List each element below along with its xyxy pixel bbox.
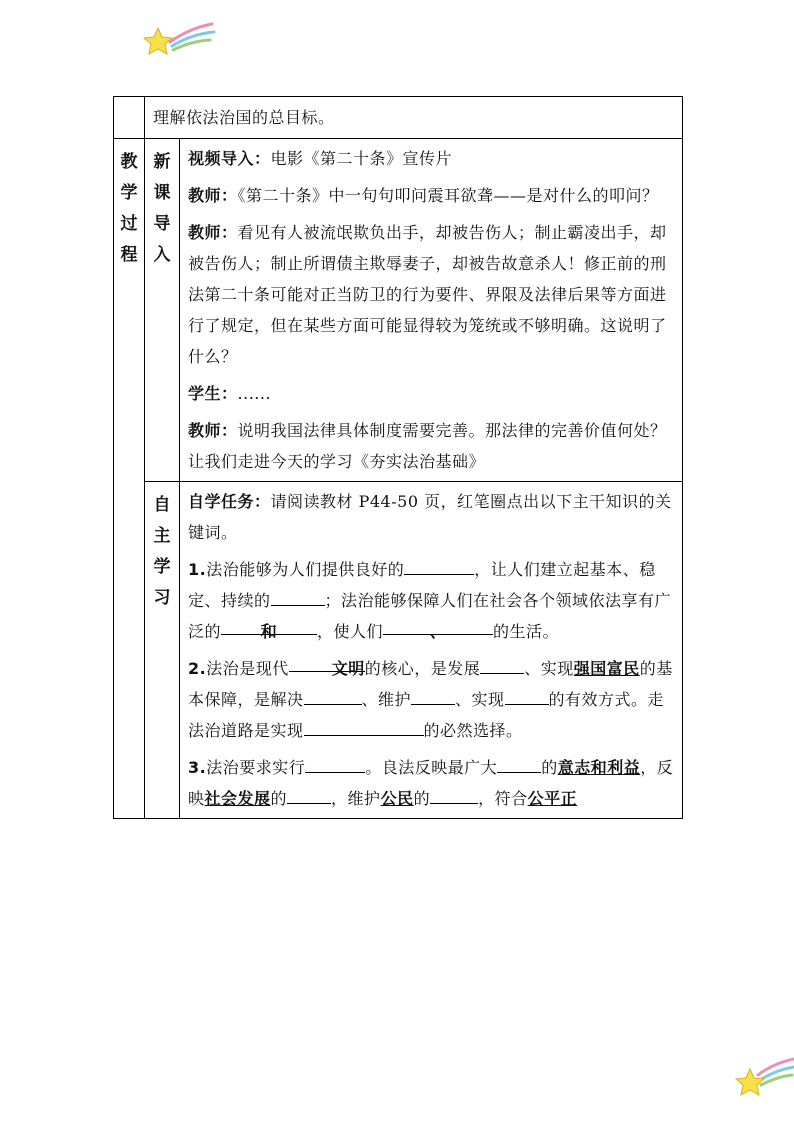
q-text: 、实现 <box>524 659 574 678</box>
question-1 <box>188 554 676 647</box>
intro-paragraph <box>188 415 676 477</box>
question-number: 3. <box>188 758 207 777</box>
q-text: ，让人们建立起基本、稳定、持续的 <box>188 560 656 610</box>
label-char: 学 <box>120 183 138 203</box>
q-text: 的 <box>270 789 288 808</box>
table-row <box>114 97 683 139</box>
lead-label: 教师： <box>188 186 238 205</box>
label-char: 主 <box>153 526 171 546</box>
intro-content <box>180 139 683 482</box>
fill-blank[interactable] <box>411 686 455 705</box>
fill-blank[interactable] <box>304 686 362 705</box>
question-number: 1. <box>188 560 207 579</box>
shooting-star-icon <box>734 1053 794 1101</box>
self-study-label <box>145 482 180 819</box>
fill-blank[interactable] <box>305 754 365 773</box>
q-text: 的有效方式。走法治道路是实现 <box>188 690 665 740</box>
table-row <box>114 139 683 482</box>
lead-label: 自学任务： <box>188 492 271 511</box>
q-text: ，使人们 <box>317 622 384 641</box>
goal-cell <box>145 97 683 139</box>
q-text: 的基本保障，是解决 <box>188 659 673 709</box>
lead-label: 视频导入： <box>188 149 271 168</box>
keyword-underline: 公民 <box>380 789 414 808</box>
intro-label <box>145 139 180 482</box>
fill-blank[interactable] <box>221 616 317 641</box>
fill-blank[interactable] <box>404 556 474 575</box>
label-char: 入 <box>153 245 171 265</box>
q-text: 的生活。 <box>493 622 560 641</box>
fill-blank[interactable] <box>304 717 424 736</box>
fill-blank[interactable] <box>271 587 325 606</box>
q-text: ，符合 <box>478 789 528 808</box>
q-text: 的 <box>413 789 431 808</box>
fill-blank[interactable] <box>383 616 493 641</box>
table-row <box>114 482 683 819</box>
paragraph-text: 看见有人被流氓欺负出手，却被告伤人；制止霸凌出手，却被告伤人；制止所谓债主欺辱妻子，却被告故意杀人！修正前的刑法第二十条可能对正当防卫的行为要件、界限及法律后果等方面进行了规定，但在某些方面可能显得较为笼统或不够明确。这说明了什么？ <box>188 223 667 366</box>
q-text: 法治要求实行 <box>206 758 306 777</box>
task-paragraph <box>188 486 676 548</box>
lesson-table <box>113 96 683 819</box>
fill-blank[interactable] <box>497 754 541 773</box>
goal-text: 理解依法治国的总目标。 <box>153 108 335 127</box>
fill-blank[interactable] <box>287 785 331 804</box>
q-text: 的核心，是发展 <box>364 659 481 678</box>
paragraph-text: 请阅读教材 P44-50 页，红笔圈点出以下主干知识的关键词。 <box>188 492 672 542</box>
lead-label: 教师： <box>188 421 238 440</box>
q-text: ，维护 <box>331 789 381 808</box>
keyword-underline: 意志和利益 <box>557 758 641 777</box>
empty-cell <box>114 97 145 139</box>
blank-answer: 文明 <box>331 659 365 678</box>
label-char: 导 <box>153 214 171 234</box>
paragraph-text: 电影《第二十条》宣传片 <box>270 149 453 168</box>
q-text: ；法治能够保障人们在社会各个领域依法享有广泛的 <box>188 591 672 641</box>
q-text: 、维护 <box>361 690 412 709</box>
q-text: 的 <box>541 758 558 777</box>
shooting-star-icon <box>140 20 220 60</box>
label-char: 习 <box>153 588 171 608</box>
label-char: 学 <box>153 557 171 577</box>
label-char: 新 <box>153 152 171 172</box>
self-study-content <box>180 482 683 819</box>
keyword-underline: 强国富民 <box>573 659 640 678</box>
paragraph-text: 《第二十条》中一句句叩问震耳欲聋——是对什么的叩问？ <box>237 186 659 205</box>
q-text: ，反映 <box>188 758 674 808</box>
label-char: 过 <box>120 214 138 234</box>
fill-blank[interactable] <box>289 653 365 678</box>
paragraph-text: ...... <box>237 384 272 403</box>
question-number: 2. <box>188 659 207 678</box>
intro-paragraph <box>188 143 676 174</box>
label-char: 程 <box>120 245 138 265</box>
fill-blank[interactable] <box>505 686 549 705</box>
q-text: 的必然选择。 <box>423 721 523 740</box>
question-2 <box>188 653 676 746</box>
label-char: 自 <box>153 495 171 515</box>
lead-label: 教师： <box>188 223 238 242</box>
q-text: 法治是现代 <box>206 659 289 678</box>
intro-paragraph <box>188 378 676 409</box>
label-char: 课 <box>153 183 171 203</box>
intro-paragraph <box>188 217 676 372</box>
blank-answer: 和 <box>260 622 278 641</box>
intro-paragraph <box>188 180 676 211</box>
keyword-underline: 社会发展 <box>204 789 271 808</box>
question-3 <box>188 752 676 814</box>
q-text: 。良法反映最广大 <box>365 758 498 777</box>
lead-label: 学生： <box>188 384 238 403</box>
blank-answer: 、 <box>429 622 447 641</box>
fill-blank[interactable] <box>480 655 524 674</box>
q-text: 、实现 <box>455 690 505 709</box>
process-label <box>114 139 145 819</box>
fill-blank[interactable] <box>430 785 478 804</box>
label-char: 教 <box>120 152 138 172</box>
paragraph-text: 说明我国法律具体制度需要完善。那法律的完善价值何处？让我们走进今天的学习《夯实法治基础》 <box>188 421 667 471</box>
keyword-underline: 公平正 <box>527 789 578 808</box>
q-text: 法治能够为人们提供良好的 <box>206 560 405 579</box>
